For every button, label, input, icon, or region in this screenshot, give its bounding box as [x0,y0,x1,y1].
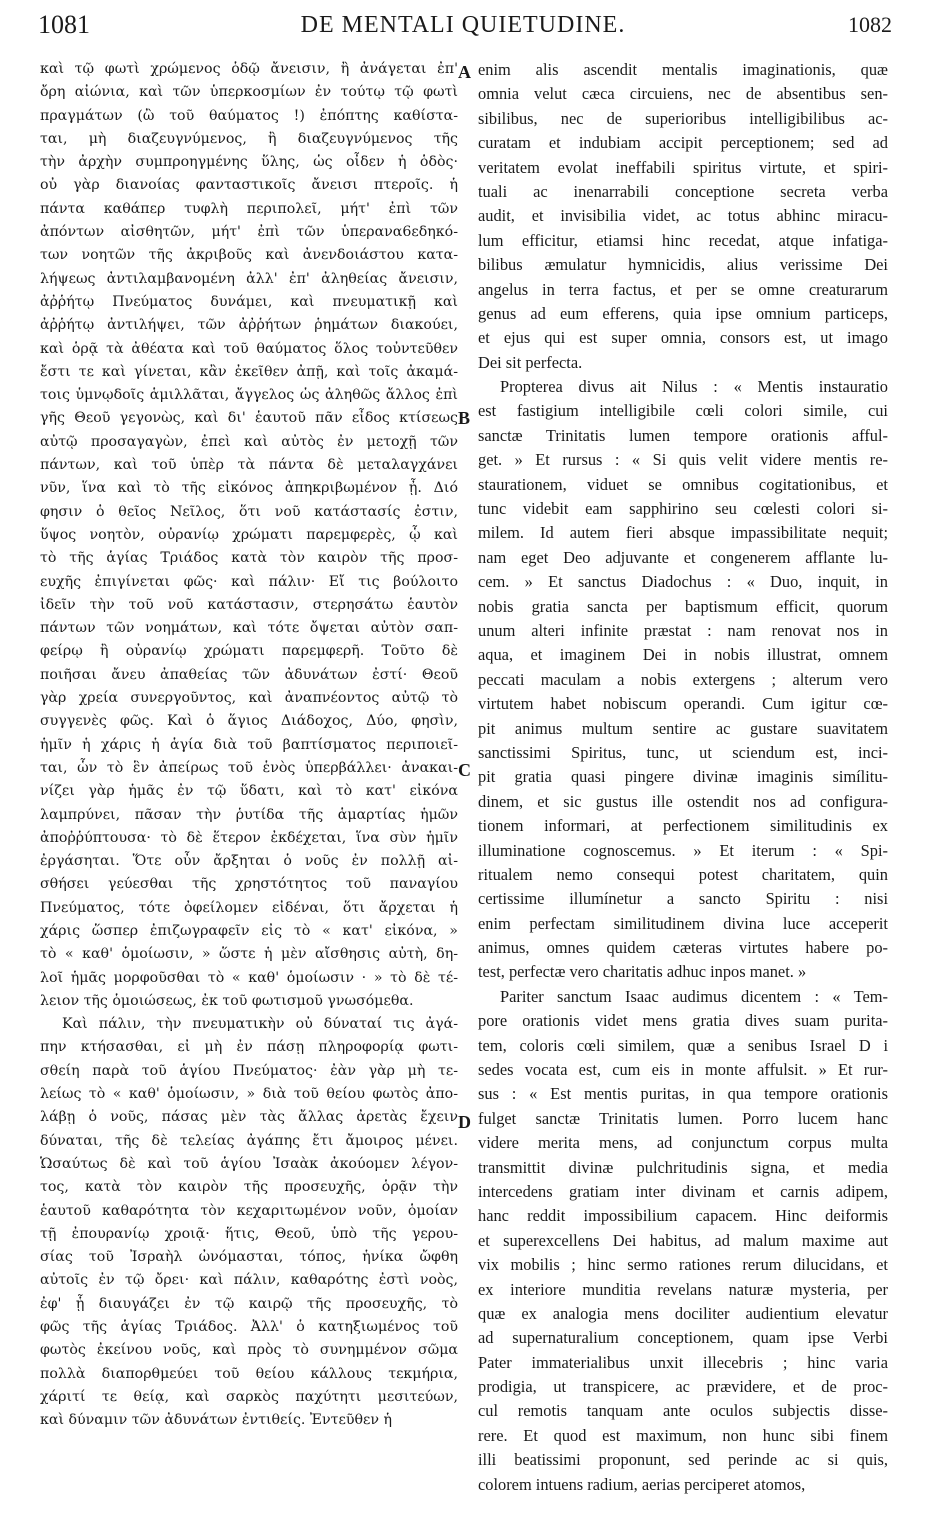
text-line: et ejus qui est super omnia, consors est, ut imago [478,328,888,348]
text-line: sanctissimi Spiritus, tunc, ut sciendum est, inci- [478,742,888,762]
text-line: Πνεύματος, τότε ὀφείλομεν εἰδέναι, ὅτι ἄρχεται ἡ [40,899,458,916]
text-line: ἑαυτοῦ καθαρότητα τὸν κεχαριτωμένον νοῦν, ὁμοίαν [40,1202,458,1219]
text-line: staurationem, viduet se omnibus cogitationibus, et [478,474,888,494]
text-line: enim perfectam similitudinem divina luce acceperit [478,913,888,933]
text-line: φῶς τῆς ἁγίας Τριάδος. Ἀλλ' ὁ κατηξιωμένος τοῦ [40,1319,458,1336]
text-line: ἐργάσηται. Ὅτε οὖν ἄρξηται ὁ νοῦς ἐν πολλῇ αἰ- [40,853,458,870]
text-line: τὴν ἀρχὴν συμπροηγμένης ὕλης, ὡς οἶδεν ἡ ὁδὸς· [40,154,458,171]
text-line: sedes vocata est, cum eis in monte affulsit. » Et rur- [478,1060,888,1080]
text-line: ritualem nemo consequi potest charitatem, quin [478,864,888,884]
text-line: videre merita mens, ad conjunctum corpus multa [478,1133,888,1153]
text-line: ἐφ' ᾗ διαυγάζει ἐν τῷ καιρῷ τῆς προσευχῆς, τὸ [40,1295,458,1312]
text-line: ad supernaturalium conceptionem, quam ipse Verbi [478,1328,888,1348]
text-line: pit gratia quasi pingere divinæ imaginis simílitu- [478,767,888,787]
text-line: τὸ « καθ' ὁμοίωσιν, » ὥστε ἡ μὲν αἴσθησις αὐτὴ, δη- [40,946,458,963]
text-line: φωτὸς ἐκείνου νοῦς, καὶ πρὸς τὸ συνημμένον σῶμα [40,1342,458,1359]
text-line: λαμπρύνει, πᾶσαν τὴν ῥυτίδα τῆς ἁμαρτίας ἡμῶν [40,806,458,823]
text-line: ἀῤῥήτῳ Πνεύματος δυνάμει, καὶ πνευματικῇ καὶ [40,293,458,310]
text-line: γὰρ χρεία συνεργοῦντος, καὶ ἀναπνέοντος αὐτῷ τὸ [40,690,458,707]
text-line: aqua, et imaginem Dei in nobis illustrat, omnem [478,645,888,665]
text-line: φησιν ὁ θεῖος Νεῖλος, ὅτι νοῦ κατάστασίς ἐστιν, [40,503,458,520]
text-line: λείως τὸ « καθ' ὁμοίωσιν, » διὰ τοῦ θείου φωτὸς ἀπο- [40,1086,458,1103]
text-line: ἔστι τε καὶ γίνεται, κἂν ἐκεῖθεν ἀπῇ, καὶ τοῖς ἀκαμά- [40,363,458,380]
text-line: πάντων, καὶ τοῦ ὑπὲρ τὰ πάντα δὲ μεταλαγχάνει [40,457,458,474]
text-line: πολλὰ διαπορθμεύει τοῦ θείου κάλλους τεκμήρια, [40,1365,458,1382]
text-line: φείρῳ ἢ οὐρανίῳ χρώματι παρεμφερῆ. Τοῦτο δὲ [40,643,458,660]
text-line: λειον τῆς ὁμοιώσεως, ἐκ τοῦ φωτισμοῦ γνωσόμεθα. [40,992,414,1009]
text-line: nam eget Deo adjuvante et congenerem afflante lu- [478,547,888,567]
text-line: virtutem habet nobiscum operandi. Cum igitur cœ- [478,694,888,714]
text-line: Καὶ πάλιν, τὴν πνευματικὴν οὐ δύναταί τις ἀγά- [62,1016,458,1033]
text-line: χάρις ὥσπερ ἐπιζωγραφεῖν εἰς τὸ « κατ' εἰκόνα, » [40,922,458,939]
text-line: unum alteri infinite præstat : nam renovat nos in [478,620,888,640]
text-line: genus ad eum efferens, quia ipse omnium particeps, [478,303,888,323]
text-line: get. » Et rursus : « Si quis velit videre mentis re- [478,450,888,470]
text-line: dinem, et sic gustus ille ostendit nos ad configura- [478,791,888,811]
text-line: et superexcellens Dei habitus, ad malum maxime aut [478,1230,888,1250]
text-line: veritatem evolat ineffabili spiritus virtute, et spiri- [478,157,888,177]
text-line: Dei sit perfecta. [478,352,583,372]
margin-letter-b: B [458,408,471,428]
text-line: enim alis ascendit mentalis imaginationis, quæ [478,60,888,79]
text-line: test, perfectæ vero charitatis adhuc inpos manet. » [478,962,807,982]
latin-column [478,58,888,1497]
text-line: nobis gratia sancta per baptismum efficit, quorum [478,596,888,616]
text-line: milem. Id autem fieri absque impassibilitate nequit; [478,523,888,543]
text-line: ὄρη αἰώνια, καὶ τῶν ὑπερκοσμίων ἐν τούτῳ τῷ φωτὶ [40,84,458,101]
text-line: ὕψος νοητὸν, οὐρανίῳ χρώματι παρεμφερὲς, ᾧ καὶ [40,526,458,543]
text-line: fulget sanctæ Trinitatis lumen. Porro lucem hanc [478,1108,888,1128]
text-line: tunc videbit eam sapphirino seu cœlesti colori si- [478,499,888,519]
text-line: τος, κατὰ τὸν καιρὸν τῆς προσευχῆς, ὁρᾷν τὴν [40,1179,458,1196]
text-line: illi beatissimi proponunt, sed perinde ac si quis, [478,1450,888,1470]
text-line: ex interiore munditia revelans naturæ mysteria, per [478,1279,888,1299]
text-line: τοις ὑμνῳδοῖς ἁμιλλᾶται, ἄγγελος ὡς ἀληθῶς ἄλλος ἐπὶ [40,387,458,404]
text-line: pit animus multum sentire ac gustare suavitatem [478,718,888,738]
text-line: tem, coloris cœli similem, quæ a senibus Israel D i [478,1035,888,1055]
text-line: cem. » Et sanctus Diadochus : « Duo, inquit, in [478,572,888,592]
text-line: Pariter sanctum Isaac audimus dicentem : « Tem- [500,986,888,1006]
text-line: νίζει γὰρ ἡμᾶς ἐν τῷ ὕδατι, καὶ τὸ κατ' εἰκόνα [40,783,458,800]
text-line: πην κτήσασθαι, εἰ μὴ ἐν πάσῃ πληροφορίᾳ φωτι- [40,1039,458,1056]
text-line: λοῖ ἡμᾶς μορφοῦσθαι τὸ « καθ' ὁμοίωσιν · » τὸ δὲ τέ- [40,969,458,986]
text-line: οὐ γὰρ διανοίας φανταστικοῖς ἄνεισι πτεροῖς. ἡ [40,177,458,194]
text-line: bilibus æmulatur hymnicidis, alius verissime Dei [478,255,888,275]
text-line: sibilibus, nec de superioribus intelligibilibus ac- [478,108,888,128]
text-line: colorem intuens radium, aerias perciperet atomos, [478,1474,806,1494]
text-line: curatam et indubiam accipit perceptionem; sed ad [478,133,888,153]
text-line: tionem informari, at perfectionem similitudinis ex [478,816,888,836]
text-line: sus : « Est mentis puritas, in qua tempore orationis [478,1084,888,1104]
text-line: λήψεως ἀντιλαμβανομένη ἀλλ' ἐπ' ἀληθείας ἄνεισιν, [40,270,458,287]
margin-letter-a: A [458,62,471,82]
text-line: ἡμῖν ἡ χάρις ἡ ἁγία διὰ τοῦ βαπτίσματος περιποιεῖ- [40,736,458,753]
text-line: quæ ex analogia mens dociliter audientium elevatur [478,1303,888,1323]
text-line: omnia velut cæca circuiens, nec de absentibus sen- [478,84,888,104]
text-line: ευχῆς ἐπιγίνεται φῶς· καὶ πάλιν· Εἴ τις βούλοιτο [40,573,458,590]
text-line: certissime illumínetur a sancto Spiritu : nisi [478,889,888,909]
text-line: prodigia, ut transpicere, ac prævidere, et de proc- [478,1377,888,1397]
text-line: δύναται, τῆς δὲ τελείας ἀγάπης ἔτι ἄμοιρος μένει. [40,1132,458,1149]
text-line: audit, et invisibilia videt, ac totus abhinc miracu- [478,206,888,226]
text-line: πραγμάτων (ὢ τοῦ θαύματος !) ἐπόπτης καθίστα- [40,107,458,124]
text-line: χάριτί τε θείᾳ, καὶ σαρκὸς παχύτητι μεσιτεύων, [40,1388,458,1405]
text-line: γῆς Θεοῦ γεγονὼς, καὶ δι' ἑαυτοῦ πᾶν εἶδος κτίσεως [40,410,458,427]
text-line: animus, omnes quidem cæteras virtutes habere po- [478,938,888,958]
text-line: illuminatione cognoscemus. » Et iterum : « Spi- [478,840,888,860]
text-line: angelus in terra factus, et per se omne creaturarum [478,279,888,299]
text-line: καὶ ὁρᾷ τὰ ἀθέατα καὶ τοῦ θαύματος ὅλος τοὐντεῦθεν [40,340,458,357]
text-line: πάντων τῶν νοημάτων, καὶ τότε ὄψεται αὐτὸν σαπ- [40,620,458,637]
text-line: συγγενὲς φῶς. Καὶ ὁ ἅγιος Διάδοχος, Δύο, φησὶν, [40,713,458,730]
text-line: transmittit divinæ pulchritudinis signa, et media [478,1157,888,1177]
text-line: σθήσει γεύεσθαι τῆς χρηστότητος τοῦ παναγίου [40,876,458,893]
text-line: αὐτῷ προσαγαγὼν, ἐπεὶ καὶ αὐτὸς ἐν μετοχῇ τῶν [40,433,458,450]
text-line: καὶ τῷ φωτὶ χρώμενος ὁδῷ ἄνεισιν, ἢ ἀνάγεται ἐπ' [40,61,458,77]
text-line: των νοητῶν τῆς ἀκριβοῦς καὶ ἀνενδοιάστου κατα- [40,247,458,264]
text-line: Pater immaterialibus unxit illecebris ; hinc varia [478,1352,888,1372]
text-line: Ὡσαύτως δὲ καὶ τοῦ ἁγίου Ἰσαὰκ ἀκούομεν λέγον- [40,1155,458,1172]
text-line: tuali ac inenarrabili conceptione secreta verba [478,181,888,201]
text-line: νῦν, ἵνα καὶ τὸ τῆς εἰκόνος ἀπηκριβωμένον ᾖ. Διό [40,480,458,497]
text-line: λάβῃ ὁ νοῦς, πάσας μὲν τὰς ἄλλας ἀρετὰς ἔχειν [40,1109,458,1126]
running-header [0,6,926,46]
text-line: hanc reddit impossibilium capacem. Hinc deiformis [478,1206,888,1226]
text-line: sanctæ Trinitatis lumen tempore orationis afful- [478,425,888,445]
text-line: καὶ δύναμιν τῶν ἀδυνάτων ἐντιθείς. Ἐντεῦθεν ἡ [40,1412,393,1429]
text-line: est fastigium intelligibile cœli colori simile, cui [478,401,888,421]
text-line: αὐτοῖς ἐν τῷ ὄρει· καὶ πάλιν, καθαρότης ἐστὶ νοὸς, [40,1272,458,1289]
text-line: ἀῤῥήτῳ ἀντιλήψει, τῶν ἀῤῥήτων ῥημάτων διακούει, [40,317,458,334]
margin-letter-d: D [458,1112,471,1132]
text-line: Propterea divus ait Nilus : « Mentis instauratio [500,377,888,397]
text-line: vix mobilis ; hinc sermo rationes rerum dilucidans, et [478,1255,888,1275]
text-line: intercedens gratiam inter divinam et carnis adipem, [478,1181,888,1201]
text-line: ἀπόντων αἰσθητῶν, μήτ' ἐπὶ τῶν ὑπερανα6εδηκό- [40,224,458,241]
text-line: ται, ὧν τὸ ἓν ἀπείρως τοῦ ἑνὸς ὑπερβάλλει· ἀνακαι- [40,759,458,776]
text-line: rere. Et quod est maximum, non hunc sibi finem [478,1425,888,1445]
text-line: ἰδεῖν τὴν τοῦ νοῦ κατάστασιν, στερησάτω ἑαυτὸν [40,596,458,613]
text-line: peccati maculam a nobis extergens ; alterum vero [478,669,888,689]
page-number-left: 1081 [38,10,90,39]
page-number-right: 1082 [848,12,892,37]
text-line: τὸ τῆς ἁγίας Τριάδος κατὰ τὸν καιρὸν τῆς προσ- [40,550,458,567]
text-line: lum efficitur, etiamsi hinc recedat, atque infatiga- [478,230,888,250]
text-line: σίας τοῦ Ἰσραὴλ ὠνόμασται, τόπος, ἡνίκα ὤφθη [40,1249,458,1266]
running-title: DE MENTALI QUIETUDINE. [300,12,626,38]
text-line: σθείη παρὰ τοῦ ἁγίου Πνεύματος· ἐὰν γὰρ μὴ τε- [40,1062,458,1079]
text-line: τῇ ἐπουρανίῳ χροιᾷ· ἥτις, Θεοῦ, ὑπὸ τῆς γερου- [40,1225,458,1242]
text-line: cul remotis tanquam ante oculos subjectis disse- [478,1401,888,1421]
text-line: ποιῆσαι ἄνευ ἀπαθείας τῶν ἀδυνάτων ἐστί· Θεοῦ [40,666,458,683]
text-line: πάντα καθάπερ τυφλὴ περιπολεῖ, μήτ' ἐπὶ τῶν [40,200,458,217]
text-line: ται, μὴ διαζευγνύμενος, ἢ διαζευγνύμενος τῆς [40,130,458,147]
margin-letter-c: C [458,760,471,780]
text-line: pore orationis videt mens gratia dives suam purita- [478,1011,888,1031]
text-line: ἀποῤῥύπτουσα· τὸ δὲ ἕτερον ἐκδέχεται, ἵνα σὺν ἡμῖν [40,829,458,846]
greek-column [40,58,458,1433]
